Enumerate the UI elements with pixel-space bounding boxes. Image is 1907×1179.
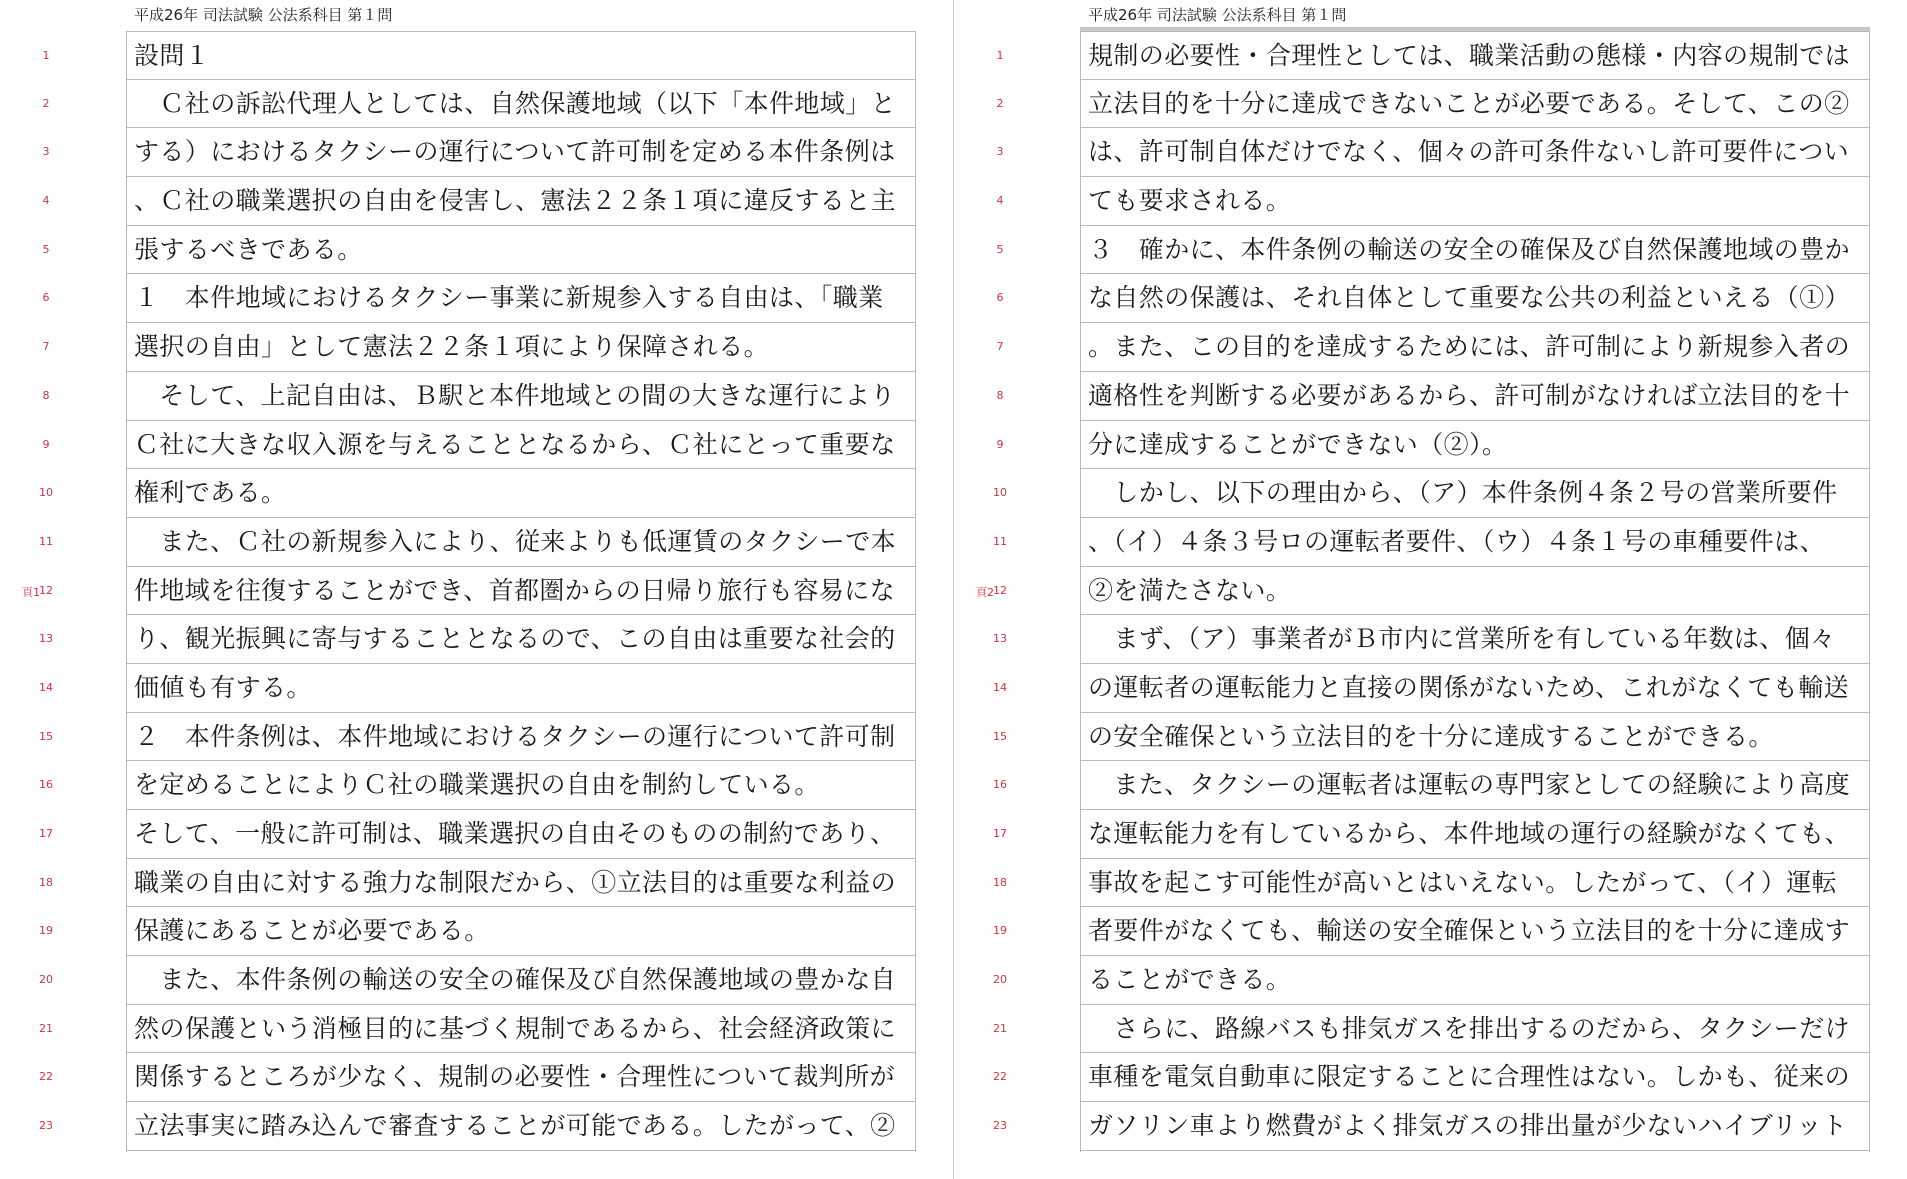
line-text: 、Ｃ社の職業選択の自由を侵害し、憲法２２条１項に違反すると主 (134, 186, 897, 216)
line-number: 9 (996, 437, 1004, 451)
line-text: り、観光振興に寄与することとなるので、この自由は重要な社会的 (134, 624, 896, 654)
answer-line (39, 518, 916, 567)
answer-line (42, 226, 916, 275)
line-number: 11 (993, 534, 1007, 548)
line-number: 17 (39, 827, 53, 840)
line-number: 13 (993, 632, 1007, 646)
line-number: 8 (996, 388, 1004, 402)
page-mark: 頁1 (22, 585, 40, 599)
line-text: しかし、以下の理由から、（ア）本件条例４条２号の営業所要件 (1088, 478, 1838, 508)
line-text: また、タクシーの運転者は運転の専門家としての経験により高度 (1088, 770, 1851, 800)
line-text: 選択の自由」として憲法２２条１項により保障される。 (134, 332, 770, 362)
answer-line (39, 956, 916, 1005)
answer-line (996, 274, 1870, 323)
line-text: 張するべきである。 (134, 234, 363, 264)
line-text: 然の保護という消極目的に基づく規制であるから、社会経済政策に (134, 1013, 897, 1043)
answer-line (39, 567, 916, 616)
line-number: 16 (993, 778, 1007, 792)
line-number: 14 (993, 680, 1007, 694)
line-number: 1 (996, 49, 1004, 62)
line-number: 5 (42, 242, 50, 256)
line-text: する）におけるタクシーの運行について許可制を定める本件条例は (134, 137, 896, 167)
answer-line (39, 615, 916, 664)
line-text: 立法目的を十分に達成できないことが必要である。そして、この② (1088, 88, 1850, 118)
line-number: 22 (993, 1070, 1007, 1084)
line-number: 23 (39, 1119, 53, 1133)
answer-line (42, 274, 916, 323)
line-text: まず、（ア）事業者がＢ市内に営業所を有している年数は、個々 (1088, 624, 1836, 654)
line-number: 19 (39, 924, 53, 938)
line-number: 21 (993, 1021, 1007, 1035)
line-number: 9 (42, 437, 50, 451)
answer-line (993, 664, 1870, 713)
line-text: の安全確保という立法目的を十分に達成することができる。 (1088, 721, 1774, 751)
line-text: 権利である。 (134, 478, 287, 508)
answer-line (993, 518, 1870, 567)
line-number: 15 (993, 729, 1007, 743)
line-text: 価値も有する。 (134, 672, 312, 702)
line-number: 20 (39, 973, 53, 987)
line-number: 1 (42, 49, 50, 62)
line-text: ることができる。 (1088, 965, 1292, 995)
line-number: 4 (42, 194, 50, 208)
line-text: 車種を電気自動車に限定することに合理性はない。しかも、従来の (1088, 1062, 1851, 1092)
answer-line (42, 177, 916, 226)
answer-line (39, 1005, 916, 1054)
page-header: 平成26年 司法試験 公法系科目 第１問 (1088, 6, 1347, 24)
answer-line (996, 372, 1870, 421)
answer-line (993, 567, 1870, 616)
answer-line (996, 177, 1870, 226)
answer-line (993, 761, 1870, 810)
line-number: 6 (996, 291, 1004, 305)
line-text: を定めることによりＣ社の職業選択の自由を制約している。 (134, 770, 820, 800)
line-text: そして、上記自由は、Ｂ駅と本件地域との間の大きな運行により (134, 380, 896, 410)
line-number: 22 (39, 1070, 53, 1084)
line-number: 20 (993, 973, 1007, 987)
answer-line (42, 80, 916, 129)
answer-line (39, 1053, 916, 1102)
answer-line (42, 31, 916, 80)
answer-line (993, 907, 1870, 956)
line-text: Ｃ社の訴訟代理人としては、自然保護地域（以下「本件地域」と (134, 88, 897, 118)
line-text: 職業の自由に対する強力な制限だから、①立法目的は重要な利益の (134, 867, 897, 897)
answer-line (993, 810, 1870, 859)
answer-line (42, 372, 916, 421)
line-text: は、許可制自体だけでなく、個々の許可条件ないし許可要件につい (1088, 137, 1850, 167)
line-number: 18 (993, 875, 1007, 889)
line-number: 15 (39, 729, 53, 743)
answer-line (42, 323, 916, 372)
line-number: 23 (993, 1119, 1007, 1133)
line-text: Ｃ社に大きな収入源を与えることとなるから、Ｃ社にとって重要な (134, 429, 896, 459)
line-text: 立法事実に踏み込んで審査することが可能である。したがって、② (134, 1111, 896, 1141)
line-text: ３ 確かに、本件条例の輸送の安全の確保及び自然保護地域の豊か (1088, 234, 1851, 264)
line-number: 2 (996, 96, 1004, 110)
answer-line (993, 859, 1870, 908)
line-text: 分に達成することができない（②）。 (1088, 429, 1508, 459)
line-text: そして、一般に許可制は、職業選択の自由そのものの制約であり、 (134, 819, 896, 848)
line-number: 16 (39, 778, 53, 792)
line-number: 14 (39, 680, 53, 694)
answer-line (996, 128, 1870, 177)
line-text: 。また、この目的を達成するためには、許可制により新規参入者の (1088, 332, 1851, 362)
answer-line (42, 421, 916, 470)
line-number: 12 (993, 583, 1007, 597)
line-number: 8 (42, 388, 50, 402)
answer-line (39, 713, 916, 762)
line-number: 19 (993, 924, 1007, 938)
line-text: ガソリン車より燃費がよく排気ガスの排出量が少ないハイブリット (1088, 1111, 1848, 1141)
answer-line (993, 713, 1870, 762)
answer-sheet-page-1 (0, 0, 953, 1179)
line-text: 適格性を判断する必要があるから、許可制がなければ立法目的を十 (1088, 380, 1851, 410)
answer-line (39, 1102, 916, 1151)
line-number: 12 (39, 583, 53, 597)
line-text: ②を満たさない。 (1088, 575, 1292, 605)
line-text: 、（イ）４条３号ロの運転者要件、（ウ）４条１号の車種要件は、 (1088, 526, 1826, 556)
line-text: ２ 本件条例は、本件地域におけるタクシーの運行について許可制 (134, 721, 896, 751)
line-text: な運転能力を有しているから、本件地域の運行の経験がなくても、 (1088, 819, 1851, 848)
line-number: 17 (993, 827, 1007, 840)
answer-grid (39, 31, 916, 1151)
page-mark: 頁2 (976, 585, 994, 599)
line-number: 7 (996, 340, 1004, 354)
answer-line (39, 907, 916, 956)
answer-line (39, 469, 916, 518)
line-number: 13 (39, 632, 53, 646)
line-number: 3 (42, 145, 50, 159)
page-header: 平成26年 司法試験 公法系科目 第１問 (134, 6, 393, 24)
line-number: 18 (39, 875, 53, 889)
line-text: の運転者の運転能力と直接の関係がないため、これがなくても輸送 (1088, 672, 1850, 702)
line-number: 6 (42, 291, 50, 305)
answer-line (42, 128, 916, 177)
line-number: 10 (39, 486, 53, 500)
line-text: 規制の必要性・合理性としては、職業活動の態様・内容の規制では (1088, 41, 1851, 70)
answer-line (996, 226, 1870, 275)
answer-line (996, 80, 1870, 129)
answer-line (39, 761, 916, 810)
line-number: 7 (42, 340, 50, 354)
line-text: 保護にあることが必要である。 (134, 916, 490, 946)
line-text: また、Ｃ社の新規参入により、従来よりも低運賃のタクシーで本 (134, 526, 897, 556)
answer-line (993, 1102, 1870, 1151)
line-text: さらに、路線バスも排気ガスを排出するのだから、タクシーだけ (1088, 1013, 1851, 1043)
answer-line (39, 810, 916, 859)
line-text: 者要件がなくても、輸送の安全確保という立法目的を十分に達成す (1088, 916, 1851, 946)
line-text: な自然の保護は、それ自体として重要な公共の利益といえる（①） (1088, 283, 1851, 313)
line-number: 10 (993, 486, 1007, 500)
line-text: また、本件条例の輸送の安全の確保及び自然保護地域の豊かな自 (134, 965, 897, 995)
answer-line (993, 615, 1870, 664)
answer-line (993, 956, 1870, 1005)
line-text: 件地域を往復することができ、首都圏からの日帰り旅行も容易にな (134, 575, 896, 605)
line-text: １ 本件地域におけるタクシー事業に新規参入する自由は、「職業 (134, 283, 884, 313)
answer-grid (993, 31, 1870, 1151)
answer-line (996, 323, 1870, 372)
answer-line (993, 1005, 1870, 1054)
line-text: ても要求される。 (1088, 186, 1292, 216)
line-text: 関係するところが少なく、規制の必要性・合理性について裁判所が (134, 1062, 896, 1092)
line-text: 設問１ (134, 41, 211, 70)
answer-line (996, 31, 1870, 80)
answer-line (993, 1053, 1870, 1102)
answer-line (996, 421, 1870, 470)
answer-sheet-page-2 (954, 0, 1907, 1179)
line-number: 4 (996, 194, 1004, 208)
answer-line (39, 664, 916, 713)
answer-line (993, 469, 1870, 518)
line-number: 11 (39, 534, 53, 548)
line-text: 事故を起こす可能性が高いとはいえない。したがって、（イ）運転 (1088, 867, 1838, 897)
line-number: 2 (42, 96, 50, 110)
line-number: 5 (996, 242, 1004, 256)
answer-line (39, 859, 916, 908)
line-number: 21 (39, 1021, 53, 1035)
line-number: 3 (996, 145, 1004, 159)
